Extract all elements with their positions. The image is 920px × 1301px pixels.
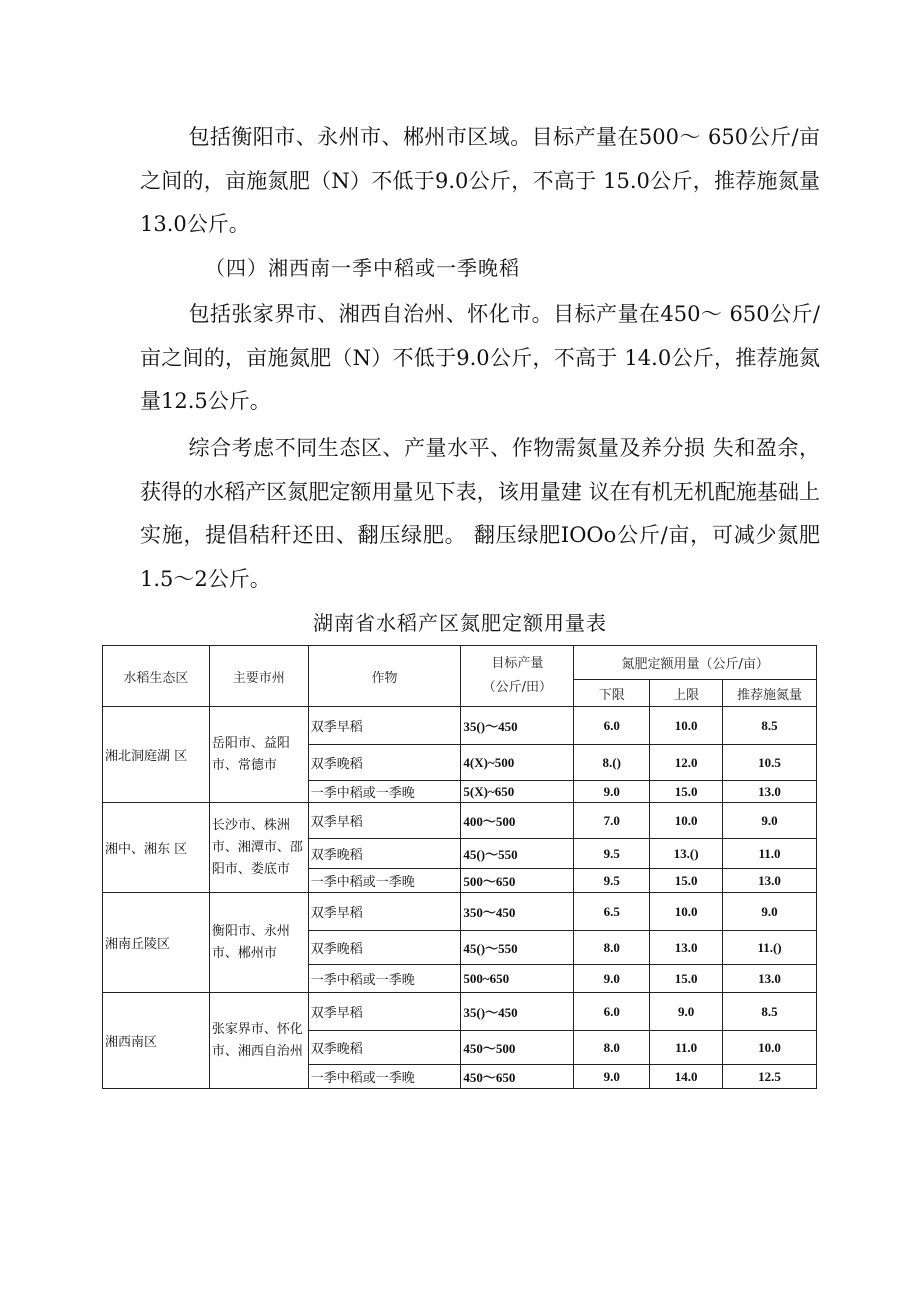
table-row — [103, 707, 817, 745]
crop-cell: 双季晚稻 — [308, 745, 461, 781]
header-target-unit: （公斤/田） — [482, 680, 553, 695]
table-title: 湖南省水稻产区氮肥定额用量表 — [313, 611, 607, 635]
header-region: 水稻生态区 — [103, 646, 210, 707]
crop-cell: 一季中稻或一季晚 — [308, 781, 461, 803]
header-quota: 氮肥定额用量（公斤/亩） — [574, 646, 817, 680]
nitrogen-quota-table — [102, 645, 817, 1089]
lower-cell: 9.0 — [574, 781, 650, 803]
upper-cell: 15.0 — [650, 869, 723, 893]
lower-cell: 8.0 — [574, 1031, 650, 1065]
region-cell: 湘北洞庭湖 区 — [103, 707, 210, 803]
table-row — [103, 803, 817, 839]
target-cell: 5(X)~650 — [461, 781, 574, 803]
recommended-cell: 10.0 — [723, 1031, 817, 1065]
lower-cell: 6.0 — [574, 993, 650, 1031]
upper-cell: 13.0 — [650, 931, 723, 965]
paragraph-text: 综合考虑不同生态区、产量水平、作物需氮量及养分损 失和盈余，获得的水稻产区氮肥定额用量见下表，该用量建 议在有机无机配施基础上实施，提倡秸秆还田、翻压绿肥。 翻压绿肥IOOo公斤/亩，可减少氮肥1.5～2公斤。 — [140, 436, 820, 591]
region-cell: 湘中、湘东 区 — [103, 803, 210, 893]
crop-cell: 双季晚稻 — [308, 1031, 461, 1065]
upper-cell: 15.0 — [650, 965, 723, 993]
recommended-cell: 8.5 — [723, 993, 817, 1031]
lower-cell: 9.5 — [574, 839, 650, 869]
lower-cell: 6.0 — [574, 707, 650, 745]
lower-cell: 9.0 — [574, 1065, 650, 1089]
target-cell: 400～500 — [461, 803, 574, 839]
crop-cell: 一季中稻或一季晚 — [308, 1065, 461, 1089]
target-cell: 4(X)~500 — [461, 745, 574, 781]
target-cell: 500~650 — [461, 965, 574, 993]
cities-cell: 张家界市、怀化市、湘西自治州 — [209, 993, 308, 1089]
upper-cell: 10.0 — [650, 707, 723, 745]
crop-cell: 双季早稻 — [308, 993, 461, 1031]
lower-cell: 8.0 — [574, 931, 650, 965]
header-cities: 主要市州 — [209, 646, 308, 707]
paragraph-text: 包括张家界市、湘西自治州、怀化市。目标产量在450～ 650公斤/亩之间的，亩施氮肥（N）不低于9.0公斤，不高于 14.0公斤，推荐施氮量12.5公斤。 — [140, 302, 820, 413]
crop-cell: 双季早稻 — [308, 803, 461, 839]
lower-cell: 7.0 — [574, 803, 650, 839]
recommended-cell: 12.5 — [723, 1065, 817, 1089]
lower-cell: 9.5 — [574, 869, 650, 893]
recommended-cell: 11.0 — [723, 839, 817, 869]
upper-cell: 11.0 — [650, 1031, 723, 1065]
recommended-cell: 11.() — [723, 931, 817, 965]
target-cell: 35()～450 — [461, 707, 574, 745]
target-cell: 45()～550 — [461, 839, 574, 869]
target-cell: 350～450 — [461, 893, 574, 931]
crop-cell: 双季早稻 — [308, 893, 461, 931]
crop-cell: 双季晚稻 — [308, 931, 461, 965]
recommended-cell: 9.0 — [723, 803, 817, 839]
header-crop: 作物 — [308, 646, 461, 707]
recommended-cell: 13.0 — [723, 965, 817, 993]
region-cell: 湘西南区 — [103, 993, 210, 1089]
crop-cell: 一季中稻或一季晚 — [308, 965, 461, 993]
upper-cell: 12.0 — [650, 745, 723, 781]
region-cell: 湘南丘陵区 — [103, 893, 210, 993]
crop-cell: 双季晚稻 — [308, 839, 461, 869]
recommended-cell: 8.5 — [723, 707, 817, 745]
header-recommended: 推荐施氮量 — [723, 680, 817, 707]
paragraph-text: 包括衡阳市、永州市、郴州市区域。目标产量在500～ 650公斤/亩之间的，亩施氮肥（N）不低于9.0公斤，不高于 15.0公斤，推荐施氮量13.0公斤。 — [140, 125, 820, 236]
header-lower: 下限 — [574, 680, 650, 707]
cities-cell: 岳阳市、益阳市、常德市 — [209, 707, 308, 803]
header-upper: 上限 — [650, 680, 723, 707]
paragraph-xiangxinan — [140, 293, 820, 424]
upper-cell: 10.0 — [650, 803, 723, 839]
upper-cell: 15.0 — [650, 781, 723, 803]
upper-cell: 14.0 — [650, 1065, 723, 1089]
header-target — [461, 646, 574, 707]
recommended-cell: 9.0 — [723, 893, 817, 931]
cities-cell: 长沙市、株洲市、湘潭市、邵阳市、娄底市 — [209, 803, 308, 893]
section-heading: （四）湘西南一季中稻或一季晚稻 — [205, 256, 520, 280]
crop-cell: 双季早稻 — [308, 707, 461, 745]
lower-cell: 6.5 — [574, 893, 650, 931]
upper-cell: 10.0 — [650, 893, 723, 931]
recommended-cell: 10.5 — [723, 745, 817, 781]
header-target-label: 目标产量 — [491, 656, 544, 671]
recommended-cell: 13.0 — [723, 781, 817, 803]
target-cell: 500～650 — [461, 869, 574, 893]
target-cell: 45()～550 — [461, 931, 574, 965]
lower-cell: 8.() — [574, 745, 650, 781]
crop-cell: 一季中稻或一季晚 — [308, 869, 461, 893]
paragraph-hengyang — [140, 116, 820, 247]
table-row — [103, 893, 817, 931]
upper-cell: 9.0 — [650, 993, 723, 1031]
recommended-cell: 13.0 — [723, 869, 817, 893]
target-cell: 450～500 — [461, 1031, 574, 1065]
paragraph-summary — [140, 427, 820, 601]
cities-cell: 衡阳市、永州市、郴州市 — [209, 893, 308, 993]
upper-cell: 13.() — [650, 839, 723, 869]
target-cell: 35()～450 — [461, 993, 574, 1031]
target-cell: 450～650 — [461, 1065, 574, 1089]
lower-cell: 9.0 — [574, 965, 650, 993]
table-row — [103, 993, 817, 1031]
